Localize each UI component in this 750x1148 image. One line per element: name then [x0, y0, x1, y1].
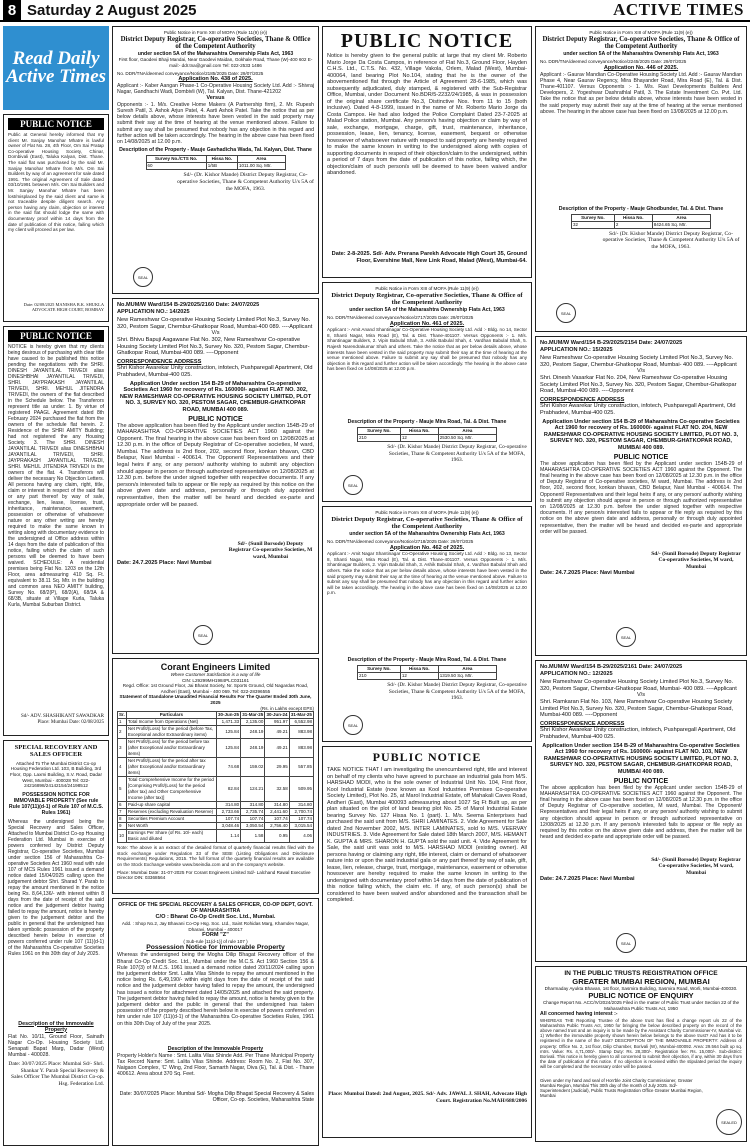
masthead — [0, 0, 750, 22]
recovery-office-address: Attached To The Mumbai District Co-op Housing Federation Ltd. 103, B Building, 3rd Floor, Opp. Laxmi Building, S.V. Road, Dadar West, Mumbai - 400028 Tel: 022-24216898/24142154/24198512 — [9, 760, 102, 789]
application-number: Application No. 446 of 2025. — [603, 64, 679, 71]
table-cell: 2 — [614, 221, 652, 228]
application-number: APPLICATION NO.: 14/2025 — [117, 308, 190, 315]
application-under: Application Under section 154 B-29 of Maharashtra Co-operative Societies Act 1960 for recovery of Rs. 160000/- against FLAT NO. 302, NEW RAMESHWAR CO-OPERATIVE HOUSING SOCIETY LIMITED, PLOT NO. 3, SURVEY NO. 320, PESTOM SAGAR, CHEMBUR-GHATKOPAR ROAD, MUMBAI 400 089. — [119, 380, 312, 413]
office-address: Add. : Shop No.2, Jay Bhavani Co-Op Hsg. Soc. Ltd., Saint Rohidas Marg, Khamdev Nagar, Dharavi, Mumbai - 400017 — [121, 921, 310, 932]
table-header: Survey No./CTS No. — [146, 156, 206, 163]
opponents: Opponents :- 1. M/s. Creative Home Makers (A Partnership firm), 2. Mr. Rupesh Suresh Patil, 3. Ashok Arjun Patel, 4. Aarti Ashok Patel. Take the notice that as per below details above, whose interests have been vested in the said property may submit their say at the time of hearing at the venue mentioned above. Failure to submit any say shall be presumed that nobody has any objection in this regard and further action will be taken accordingly. The hearing in the above case has been fixed on 14/08/2025 at 12.00 p.m. — [117, 101, 314, 145]
table-cell: Total Comprehensive Income for the period [Comprising Profit/(Loss) for the period (after tax) and Other Comprehensive Income (after tax)] — [126, 777, 216, 802]
notice-body: Applicant :- Amit Nagar Shantinagar Co-Operative Housing Society Ltd. Add :- Bldg. no 13, Sector 8, Shanti Nagar, Mira Road (E), Tal. & Dist. Thane-401107. Versus Opponents :- 1. M/s. Shantinagar Builders, 2. Vipin Babulal Shah, 3. Ashik Babulal Shah, 4. Vardhan Babulal Shah and others. Take the notice that as per below details above, whose interests have been vested in the said property may submit their say at the time of hearing at the venue mentioned above. Failure to submit any say shall be presumed that nobody has any objection in this regard and further action will be taken accordingly. The hearing in the above case has been fixed on 14/08/2025 at 12.00 p.m. — [327, 551, 527, 596]
table-cell: 3,015.54 — [289, 823, 313, 830]
act-subtitle: under section 5A of the Maharashtra Ownership Flats Act, 1963 — [349, 530, 505, 537]
table-cell: 314.80 — [265, 802, 289, 809]
opponent: Shri. Ramkaran Flat No. 103, New Rameshwar Co-operative Housing Society Limited Plot No.3, Survey No. 320, Pestom Sagar, Chembur-Ghatkopar Road, Mumbai-400 089. ----Opponent — [540, 698, 734, 719]
table-cell: 557.85 — [289, 758, 313, 777]
table-cell: Securities Premium Account — [126, 816, 216, 823]
table-cell: Reserves (excluding Revaluation Reserve) — [126, 809, 216, 816]
table-cell: 32 — [572, 221, 615, 228]
notice-title: PUBLIC NOTICE — [372, 750, 482, 764]
property-desc-title: Description of the Property - Mauje Ghodbunder, Tal. & Dist. Thane — [558, 205, 724, 212]
table-cell: 125.84 — [216, 726, 240, 739]
table-cell: 1319.50 Sq. Mtr. — [438, 673, 496, 680]
seal-icon: SEAL — [343, 715, 363, 735]
notice-title-investigation — [3, 326, 109, 736]
table-header: 30-Jun-24 — [266, 712, 288, 718]
statement-title: Statement of Standalone Unaudited Financial Results For The Quarter Ended 30th June, 2025 — [119, 694, 312, 705]
property-desc-title: Description of the Immovable Property — [167, 1046, 264, 1053]
results-note: Note: The above is an extract of the detailed format of quarterly financial results filed with the stock exchange under Regulation 33 of the SEBI (Listing Obligations and Disclosure Requirements) Regulations, 2015. The full format of the quarterly financial results are available on the Stock Exchange website www.bseindia.com and on the company's website. — [117, 845, 314, 867]
property-desc: Property Holder's Name : Smt. Lalita Vilas Shinde Add. Per Thane Municipal Property Tax Record Name: Smt. Lalita Vilas Shinde. Address: Room No. 2, Flat No. 307, Naigaon Complex, 'C' Wing, 2nd Floor, Samarth Nagar, Diva (E), Tal. & Dist. - Thane 400612. Area about 370 Sq. Feet. — [117, 1052, 314, 1078]
table-cell: 7 — [118, 809, 127, 816]
public-notice-heading: PUBLIC NOTICE — [188, 415, 243, 423]
table-header: Survey No. — [358, 428, 401, 435]
table-cell: 314.80 — [289, 802, 313, 809]
correspondence-title: CORRESPONDENCE ADDRESS — [540, 720, 625, 727]
application-number: Application No. 438 of 2025. — [178, 76, 253, 83]
application-under: Application Under section 154 B-29 of Maharashtra Co-operative Societies Act 1960 for recovery of Rs. 160000/- against FLAT NO. 103, NEW RAMESHWAR CO-OPERATIVE HOUSING SOCIETY LIMITED, PLOT NO. 3, SURVEY NO. 320, PESTOM SAGAR, CHEMBUR-GHATKOPAR ROAD, MUMBAI 400 089. — [542, 742, 740, 775]
table-row — [118, 758, 314, 777]
column-1 — [3, 26, 109, 1146]
table-cell: 3,048.46 — [216, 823, 240, 830]
table-header: Area — [438, 666, 496, 673]
notice-body: TAKE NOTICE THAT I am investigating the unencumbered right, title and interest on behalf of my clients who have agreed to purchase an industrial gala from M/S. HARSHAD MODI, who is the sole owner of Industrial Unit No. 104, First floor, Kool Industrial Estate (now known as Kool Industries Premises Co-operative Society Limited), Plot No. 25, at Marol Industrial Estate, off Mahakali Caves Road, Andheri (East), Mumbai 400093 admeasuring about 1027 Sq Ft Built up, as per plan situated on the plot of land bearing plot No. 25 of Marol Industrial Estate bearing Survey No. 127 Hissa No. 1 (part). 1. M/s. Seema Enterprises had purchased the said unit from M/S. SHRI LAMINATES. 2. Vide Agreement for Sale dated 2nd November 2002, M/S. INTER LAMINATES, sold to M/S. VEERVAY INDUSTRIES. 3. Vide Agreement for Sale dated 18th March 2007, M/S. HEMANT K. GUPTA & MRS. SHARON H. GUPTA sold the said unit. 4. Vide Agreement for Sale, the said unit was sold to M/S. HARSHAD MODI (existing owner). All persons having or claiming any right, title interest, claim or demand of whatsoever nature into or upon the said industrial gala or any part thereof by way of sale, gift, lease, lien, release, charge, trust, mortgage, maintenance, easement or otherwise howsoever are hereby required to make the same known in writing to the undersigned with documentary proof within 14 days from the date of publication of this notice failing which, the claim etc. if any, of such person(s) shall be considered to have been waived and/or abandoned and the transaction shall be completed. — [327, 767, 527, 903]
company-address: Regd. Office: 1st Ground Floor, Jai Bharat Society, Nr. Sports Ground, Old Nagardas Road, Andheri (East), Mumbai - 400 069. Tel: 022-28396555 — [122, 683, 309, 694]
notice-mofa-461 — [322, 282, 532, 502]
public-notice-heading: PUBLIC NOTICE — [613, 777, 669, 785]
promo-banner: Read Daily Active Times — [3, 26, 109, 110]
table-header: Area — [438, 428, 496, 435]
table-cell: 2,756.40 — [265, 823, 289, 830]
versus: V/s — [211, 330, 220, 337]
office-care-of: C/O : Bharat Co-Op Credit Soc. Ltd., Mumbai. — [155, 914, 276, 921]
table-cell: 4.06 — [289, 830, 313, 843]
table-cell: 5 — [118, 777, 127, 802]
applicant: New Rameshwar Co-operative Housing Society Limited Plot No.3, Survey No. 320, Pestom Sagar, Chembur-Ghatkopar Road, Mumbai- 400 089. ----Applicant — [540, 355, 737, 368]
table-cell: 107.74 — [265, 816, 289, 823]
correspondence-address: Shri Kishor Awarekar Unity construction, infotech, Pushparegall Apartment, Old Prabhadevi, Mumbai-400 025. — [540, 727, 736, 740]
table-cell: 60 — [146, 163, 206, 170]
table-header: Particulars — [126, 712, 216, 719]
seal-icon: SEAL — [616, 933, 636, 953]
notice-signature: Sd/- (Sunil Borsode) Deputy Registrar Co-operative Societies, M ward, Mumbai — [228, 540, 313, 560]
notice-corant-results — [112, 658, 319, 894]
table-cell: 951.97 — [265, 719, 289, 726]
application-number: APPLICATION NO.: 12/2025 — [540, 670, 613, 677]
office-title: OFFICE OF THE SPECIAL RECOVERY & SALES OFFICER, CO-OP DEPT, GOVT. OF MAHARASHTRA — [118, 902, 313, 915]
table-cell: 1.58 — [241, 830, 265, 843]
notice-date-place: Date: 24.7.2025 Place: Navi Mumbai — [540, 876, 635, 882]
applicant: Applicant :- Kaber Aangan Phase-1 Co-Operative Housing Society Ltd. Add :- Shivraj Nagar, Gandhachi Wadi, Dombivli (W), Tal. Kalyan, Dist. Thane-421202 — [117, 82, 314, 95]
notice-body: Notice is hereby given to the general public at large that my client Mr. Roberto Mario Jorge Da Costa Campos, in reference of Flat No.3, Ground Floor, Hayden C.H.S. Ltd., C.T.S. No. 432, Village Vakola, Orlem, Malad (West), Mumbai-400064, land bearing Plot No.104, stating that he is the owner of the abovementioned flat through the Article of Agreement 28-6-1985, which was subsequently adjudicated, duly stamped, & registered with the Sub-Registrar Office, Mumbai, under Document No.BDR/5-2232/24/1985, & was in possession of the original share certificate No.3, Distinctive Nos. from 11 to 15 (both inclusive). Dated 4-8-1999, issued in the name of Mr. Roberto Mario Jorge da Costa Campos. He had also lodged the Police Complaint Dated 23-7-2025 at Malad Police station, Mumbai. Any person/s having objection or claim by way of sale, exchange, mortgage, charge, gift, trust, maintenance, inheritance, possession, lease, lien, tenancy, license, easement, bequest or otherwise howsoever of whatsoever nature with respect to said property are hereby required to make the same known in writing to the undersigned along with copies of supporting documents in respect of their objection/claim to the undersigned, within a period of 7 days from the date of publication of this notice, failing which, the objection/claim of such person/s will be deemed to have been waived and/or abandoned. — [327, 53, 527, 176]
seal-icon: SEALED — [716, 1109, 742, 1135]
table-cell: 0.95 — [265, 830, 289, 843]
trust-region: GREATER MUMBAI REGION, MUMBAI — [572, 976, 710, 986]
table-cell: 1011.00 Sq. Mtr. — [238, 163, 286, 170]
table-cell: Total Income from Operations (Net) — [126, 719, 216, 726]
office-address: First floor, Gaodevi Bhaji Mandai, Near Gaodevi Maidan, Gokhale Road, Thane (W)-400 602 E-mail:- ddr.tna@gmail.com Tel: 022-2533 1486 — [118, 57, 313, 68]
table-cell: 8424.65 Sq. Mtr. — [652, 221, 710, 228]
table-header: Hissa No. — [400, 428, 438, 435]
property-desc: Flat No. 10/11, Ground Floor, Sainath Nagar Co-Op. Housing Society Ltd. Senapati Bapat Marg, Dadar (West) Mumbai - 400028. — [8, 1033, 104, 1059]
notice-signature: Sd/- (Dr. Kishor Mande) District Deputy Registrar, Co-operative Societies, Thane & Competent Authority U/s 5A of the MOFA, 1963. — [387, 682, 527, 702]
seal-icon: SEAL — [193, 625, 213, 645]
notice-date-place: Date: 24.7.2025 Place: Navi Mumbai — [540, 570, 635, 576]
table-cell: 8 — [118, 816, 127, 823]
notice-number: No. DDR/TNA/deemed conveyance/Notice/2245/2025 Date: 29/07/2025 — [540, 59, 687, 65]
seal-icon: SEAL — [133, 267, 153, 287]
notice-reference: No.MUM/W Ward/154 B-29/2025/2160 Date: 24/07/2025 — [117, 302, 260, 308]
page-number: 8 — [3, 0, 21, 20]
table-cell: 1 — [118, 719, 127, 726]
notice-body: Public at General hereby informed that my client Mr. Sanjay Manohar Mhatre is lawful owner of Flat No. 28, 4th Floor, Om Sai Pratap Co-operative Housing Society, Chinar, Dombivali (East), Taluka Kalyan, Dist. Thane. The said flat was purchased by the said Mr. Sanjay Manohar Mhatre from M/s. Om Sai Builders by way of an agreement for sale dated 1991. The original Agreement of Sale dated 03/10/1991 between M/s. Om Sai Builders and Mr. Sanjay Manohar Mhatre has been lost/misplaced by the said client and same is not traceable despite diligent search. Any person having any claim, objection or interest in the said flat should lodge the same with documentary proof within 14 days from the date of publication of this notice, failing which my client will proceed as per law. — [8, 132, 104, 233]
notice-body: The above application has been filed by the Applicant under section 154B-29 of MAHARASHTRA CO-OPERATIVE SOCIETIES ACT 1960 against the Opponent. The final hearing in the above case has been fixed on 12/08/2025 at 12.30 p.m. in the office of Deputy Registrar of Co-operative societies, M ward, Mumbai. The address is 2nd floor, 202, second floor, konkan bhavan, CBD Belapur, Navi Mumbai - 400614. The Opponent/ Representatives and their legal heirs if any, or any person/ authority wishing to submit any objection should appear in person or through authorized representative on 12/08/2025 at 12.30 p.m. before the under signed together with respective documents. If any person/s interested fails to appear or file reply as required by this notice on the above given date and address, personally or through duly appointed representative, then the matter will be heard and decided ex-parte and appropriate order will be passed. — [540, 460, 742, 535]
correspondence-title: CORRESPONDENCE ADDRESS — [540, 396, 625, 403]
table-header: Survey No. — [572, 214, 615, 221]
notice-signature: Sd/- (Dr. Kishor Mande) District Deputy Registrar, Co-operative Societies, Thane & Competent Authority U/s 5A of the MOFA, 1963. — [602, 230, 740, 250]
table-cell: 509.95 — [289, 777, 313, 802]
notice-number: No. DDR/TNA/deemed conveyance/Notice/2718/2025 Date: 29/07/2025 — [327, 538, 474, 544]
table-cell: 2530.50 Sq. Mtr. — [438, 435, 496, 442]
table-cell: 210 — [358, 673, 401, 680]
table-header: Hissa No. — [400, 666, 438, 673]
correspondence-title: CORRESPONDENCE ADDRESS — [117, 358, 202, 365]
table-cell: 29.95 — [265, 758, 289, 777]
table-cell: Net Profit/(Loss) for the period (before Tax, Exceptional and/or Extraordinary items) — [126, 726, 216, 739]
form-rule: ( Sub-rule [11(d-1)] of rule 107 ) — [183, 938, 248, 944]
versus: Versus — [206, 95, 225, 102]
property-desc-title: Description of the Property - Mauje Mira Road, Tal. & Dist. Thane — [347, 657, 507, 664]
notice-signature: Sd/- (Dr. Kishor Mande) District Deputy Registrar, Co-operative Societies, Thane & Competent Authority U/s 5A of the MOFA, 1963. — [177, 172, 314, 192]
table-row — [118, 739, 314, 758]
form-head: Public Notice in Form XIII of MOFA (Rule 11(9) (e)) — [163, 30, 268, 35]
table-header: 31-Mar-25 — [242, 712, 264, 718]
opponent: Shri. Bhivu Bapuji Aagawane Flat No. 302, New Rameshwar Co-operative Housing Society Limited Plot No.3, Survey No. 320, Pestom Sagar, Chembur-Ghatkopar Road, Mumbai-400 089. ----Opponent — [117, 336, 310, 357]
notice-body: Applicant :- Gaurav Mandian Co-Operative Housing Society Ltd. Add :- Gaurav Mandian Phase 4, Near Gaurav Regency, Mira Bhayander Road, Mira Road (E), Tal. & Dist. Thane-401107. Versus Opponents :- 1. M/s. Ravi Developments Builders And Developers, 2. Yogeshwar Dashrathlal Patil, 3. The Estate Investment Co. Pvt. Ltd. Take the notice that as per below details above, whose interests have been vested in the said property may submit their say at the time of hearing at the venue mentioned above. The hearing in the above case has been fixed on 13/08/2025 at 12.00 p.m. — [540, 71, 742, 115]
table-cell: 107.74 — [289, 816, 313, 823]
table-cell: 10 — [118, 830, 127, 843]
table-cell: 1,471.33 — [216, 719, 240, 726]
correspondence-address: Shri Kishor Awarekar Unity construction, infotech, Pushparegall Apartment, Old Prabhadevi, Mumbai-400 025. — [540, 403, 736, 416]
table-cell: Net Profit/(Loss) for the period before tax (after Exceptional and/or Extraordinary items) — [126, 739, 216, 758]
property-table — [357, 427, 497, 442]
table-cell: 107.74 — [241, 816, 265, 823]
table-cell: 107.74 — [216, 816, 240, 823]
table-cell: 49.21 — [265, 726, 289, 739]
applicant: New Rameshwar Co-operative Housing Society Limited Plot No.3, Survey No. 320, Pestom Sagar, Chembur-Ghatkopar Road, Mumbai- 400 089. ----Applicant — [540, 679, 737, 692]
notice-signature: Date: 2-8-2025. Sd/- Adv. Prerana Parekh Advocate High Court 35, Ground Floor, Evershine Mall, New Link Road, Malad (West), Mumbai-64. — [331, 251, 527, 264]
column-4 — [535, 26, 747, 1146]
form-head: Public Notice in Form XIII of MOFA (Rule 11(9) (e)) — [375, 510, 479, 515]
table-cell: 9 — [118, 823, 127, 830]
seal-icon: SEAL — [343, 475, 363, 495]
notice-special-recovery — [3, 740, 109, 1146]
column-3 — [322, 26, 532, 1146]
results-table — [117, 711, 314, 843]
table-cell: 314.80 — [241, 802, 265, 809]
notice-signature: Sd/- (Sunil Borsode) Deputy Registrar Co-operative Societies, M ward, Mumbai — [651, 550, 741, 570]
table-header: 31-Mar-25 — [290, 712, 312, 718]
notice-signature: Sd/- (Dr. Kishor Mande) District Deputy Registrar, Co-operative Societies, Thane & Competent Authority U/s 5A of the MOFA, 1963. — [387, 444, 527, 464]
notice-body: Whereas the undersigned being the Mogha Dilip Bhagat Recovery officer of the Bharat Co-Op Credit Soc. Ltd., Mumbai under the M.C.S. Act 1960 Section 156 & Rule 107(3) of M.C.S. 1961 issued a demand notice dated 20/11/2024 calling upon the judgement debtor Smt. Lalita Vilas Shinde to repay the amount mentioned in the notice being Rs. 6,49,190/- within eight days from the date of receipt of the said notice and the judgement debtor having failed to repay the amount, the undersigned has issued a notice for attachment dated 14/05/2025 and attached the said property. The judgement debtor having failed to repay the amount, notice is hereby given to the judgement debtor and the public in general that the undersigned has taken possession of the property described herein below in exercise of powers conferred on him under rule 107 (11)(d-1) of the Maharashtra Co-operative Societies Rules, 1961 on this 30th Day of July of the year 2025. — [117, 952, 314, 1027]
notice-mofa-446 — [535, 26, 747, 332]
notice-mofa-462 — [322, 506, 532, 742]
table-cell: 2,735.74 — [241, 809, 265, 816]
versus: V/s — [636, 368, 646, 375]
table-cell: 12 — [400, 435, 438, 442]
table-row — [118, 809, 314, 816]
notice-signature: Date: 30/07/2025 Place: Mumbai Sd/- Mogha Dilip Bhagat Special Recovery & Sales Officer, Co-op. Societies, Maharashtra State — [119, 1090, 314, 1103]
notice-signature: Date: 02/08/2025 MANISHA B.K. SHUKLA ADVOCATE HIGH COURT, BOMBAY — [23, 302, 104, 313]
notice-body: WHEREAS THE Reporting Trustee of the above trust has filed a change report u/s 22 of the Maharashtra Public Trusts Act, 1950 for bringing the below described property on the record of the above named trust and an inquiry is to be made by the Assistant Charity Commissioner-IV, Mumbai viz. 1) Whether the immovable property shown herein below belongs to the above trust? And has it to be registered in the name of the trust? DESCRIPTION OF THE IMMOVABLE PROPERTY: Address of property: Office No. 2, 1st floor, Dilip Chamber, Borivali (W), Mumbai-400092. Area: 29.564 built up sq. mtrs. Value: Rs. 4,71,000/-. Stamp Duty: Rs. 28,300/-. Registration fee: Rs. 15,000/-. Sub-district: Borivali. This notice is hereby given to all concerned to submit their objection, if any, within 30 days from the date of publication of this notice. If no objection is received within the stipulated period the inquiry will be completed and the necessary order will be passed. — [540, 1017, 742, 1070]
notice-mofa-438 — [112, 26, 319, 294]
notice-reference: No.MUM/W Ward/154 B-29/2025/2161 Date: 24/07/2025 — [540, 664, 683, 670]
notice-body: Whereas the undersigned being the Special Recovery and Sales Officer, Attached to Mumbai District Co-op Housing Federation Ltd. Mumbai in exercise of powers conferred by District Deputy Registrar, Co-operative Societies, Mumbai under section 156 of Maharashtra Co-operative Societies Act 1960 read with rule 107 of MCS Rules 1961 issued a demand notice dated 15/04/2025 calling upon the judgement debtor Shri. Sharad Y. Parab to repay the amount mentioned in the notice being Rs. 8,64,136/- with interest within 8 days from the date of receipt of the said notice and the judgement debtor having failed to repay the amount, notice is hereby given to the judgement debtor and the public in general that the undersigned has taken symbolic possession of the property described herein below in exercise of powers conferred under rule 107 (11)(d-1) of the Maharashtra Co-operative Societies Rules 1961 on this 30th day of July 2025. — [8, 818, 104, 957]
issue-date: Saturday 2 August 2025 — [27, 1, 197, 19]
table-cell: 6 — [118, 802, 127, 809]
table-cell: 6,552.98 — [289, 719, 313, 726]
notice-lost-share-certificate — [322, 26, 532, 278]
seal-icon: SEAL — [556, 303, 576, 323]
table-row — [118, 719, 314, 726]
registrar-title: District Deputy Registrar, Co-operative Societies, Thane & Office of the Competent Authority — [331, 515, 523, 531]
table-cell: 32.58 — [265, 777, 289, 802]
notice-body: The above application has been filed by the Applicant under section 154B-29 of MAHARASHTRA CO-OPERATIVE SOCIETIES ACT 1960 against the Opponent. The final hearing in the above case has been fixed on 12/08/2025 at 12.30 p.m. in the office of Deputy Registrar of Co-operative societies, M ward, Mumbai. The Opponent/ Representatives and their legal heirs if any, or any person/ authority wishing to submit any objection should appear in person or through authorized representative on 12/08/2025 at 12.30 p.m. If any person/s interested fails to appear or file reply as required by this notice on the above given date and address, then the matter will be heard and decided ex-parte and appropriate order will be passed. — [540, 784, 742, 841]
table-cell: 314.80 — [216, 802, 240, 809]
recovery-office-title: SPECIAL RECOVERY AND SALES OFFICER — [14, 744, 98, 759]
versus: V/s — [636, 692, 646, 699]
correspondence-address: Shri Kishor Awarekar Unity construction, infotech, Pushparegall Apartment, Old Prabhadevi, Mumbai-400 025. — [117, 365, 313, 378]
form-head: Public Notice in Form XIII of MOFA (Rule 11(9) (e)) — [589, 30, 693, 35]
notice-signature: Sd/- (Sunil Borsode) Deputy Registrar Co-operative Societies, M ward, Mumbai — [651, 856, 741, 876]
table-header: Hissa No. — [614, 214, 652, 221]
notice-body: NOTICE is hereby given that my clients being desirous of purchasing with clear title have caused to be published this notice pending the negotiations with the SHRI. DINESH JAYANTILAL TRIVEDI alias DINESHBHAI JAYANTILAL TRIVEDI, SHRI. JAYPRAKASH JAYANTILAL TRIVEDI, SHRI. MEHUL JITENDRA TRIVEDI, the owners of the flat described in the Schedule below. The Transferors represent title as under: 1. By virtue of registered PAAGL Agreement dated 8th February 2024 purchased the flat from the owners of the schedule flat herein. 2. Residence of the SHRI AMITY Building; had not registered the any Housing Society. 3. The SHRI. DINESH JAYANTILAL TRIVEDI alias DINESHBHAI JAYANTILAL TRIVEDI, SHRI. JAYPRAKASH JAYANTILAL TRIVEDI, SHRI. MEHUL JITENDRA TRIVEDI is the owners of the flat. 4. Transferors will deliver the necessary No Objection Letters. All persons having any claim, right, title, claim or interest in respect of the said flat or any part thereof by way of sale, exchange, lien, lease, license, trust, inheritance, maintenance, easement, possession or otherwise of whatsoever nature or any other writing are hereby required to make the same known in writing along with documentary evidence to the undersigned at Office address within 14 days from the date of publication of this notice, failing which the claim of such persons will be deemed to have been waived. SCHEDULE: A residential premises being Flat No. 1203 on the 12th Floor, area admeasuring 410 Sq. Ft. equivalent to 38.11 Sq. Mtr. in the building and common area NEO AMITY building, Survey No. 68/2(P), 68/2(A), 68/3A & 68/3B, situate at Village Kurla, Taluka Kurla, Mumbai Suburban District. — [8, 344, 104, 608]
act-subtitle: under section 5A of the Maharashtra Ownership Flats Act, 1963 — [563, 51, 719, 58]
possession-notice-title: POSSESSION NOTICE FOR IMMOVABLE PROPERTY (See rule Rule 107(11)(d-1) of Rule 107 of M.C.S. Rules 1961) — [8, 791, 104, 817]
property-table — [571, 214, 711, 229]
table-row — [118, 830, 314, 843]
table-cell: 4 — [118, 758, 127, 777]
table-header: Area — [652, 214, 710, 221]
table-cell: 124.21 — [241, 777, 265, 802]
application-number: APPLICATION NO.: 15/2025 — [540, 346, 613, 353]
column-2 — [112, 26, 319, 1146]
results-signature: Place: Mumbai Date: 31-07-2025 For Corant Engineers Limited Sd/- Lalchand Rawal Executive Director DIN: 03368564 — [117, 869, 311, 881]
notice-signature: Given under my hand and seal of Hon'ble Joint Charity Commissioner, Greater Mumbai Region, Mumbai This 30th day of the month of July 2025. Sd/- Superintendent (Judicial), Public Trusts Registration Office Greater Mumbai Region, Mumbai — [540, 1077, 703, 1099]
notice-body: Applicant :- Amit Anand Shantinagar Co-Operative Housing Society Ltd. Add :- Bldg. no 14, Sector 8, Shanti Nagar, Mira Road (E), Tal. & Dist. Thane-401107. Versus Opponents :- 1. M/s. Shantinagar Builders, 2. Vipin Babulal Shah, 3. Ashik Babulal Shah, 4. Vardhan Babulal Shah, 5. Rajesh Narendrakumar Shah and others. Take the notice that as per below details above, whose interests have been vested in the said property may submit their say at the time of hearing at the venue mentioned above. Failure to submit any say shall be presumed that nobody has any objection in this regard and further action will be taken accordingly. The hearing in the above case has been fixed on 14/08/2025 at 12.00 p.m. — [327, 327, 527, 372]
notice-number: No. DDR/TNA/deemed conveyance/Notice/2717/2025 Date: 29/07/2025 — [327, 314, 474, 320]
form-head: Public Notice in Form XIII of MOFA (Rule 11(9) (e)) — [375, 286, 479, 291]
notice-reference: No.MUM/W Ward/154 B-29/2025/2154 Date: 24/07/2025 — [540, 340, 683, 346]
table-cell: 49.21 — [265, 739, 289, 758]
act-subtitle: under section 5A of the Maharashtra Ownership Flats Act, 1963 — [349, 306, 505, 313]
notice-signature: Sd/- ADV. SHASHIKANT SAWADKAR Place: Mumbai Date: 02/08/2025 — [20, 714, 104, 725]
table-row — [118, 726, 314, 739]
notice-title: PUBLIC NOTICE — [340, 30, 514, 52]
table-cell: 159.02 — [241, 758, 265, 777]
table-cell: 12 — [400, 673, 438, 680]
company-name: Corant Engineers Limited — [160, 662, 271, 672]
applicant: New Rameshwar Co-operative Housing Society Limited Plot No.3, Survey No. 320, Pestom Sagar, Chembur-Ghatkopar Road, Mumbai-400 089. ----Applicant — [117, 317, 313, 330]
notice-recovery-12 — [535, 660, 747, 962]
table-cell: 2,700.74 — [289, 809, 313, 816]
notice-date-place: Date: 24.7.2025 Place: Navi Mumbai — [117, 560, 212, 566]
table-cell: 1.14 — [216, 830, 240, 843]
notice-public-trust — [535, 966, 747, 1142]
table-cell: Paid-up share capital — [126, 802, 216, 809]
table-cell: 74.68 — [216, 758, 240, 777]
table-header: Hissa No. — [206, 156, 237, 163]
registrar-title: District Deputy Registrar, Co-operative Societies, Thane & Office of the Competent Authority — [542, 35, 740, 51]
table-header: 30-Jun-25 — [217, 712, 239, 718]
enquiry-heading: PUBLIC NOTICE OF ENQUIRY — [588, 990, 694, 1000]
paper-name: ACTIVE TIMES — [613, 0, 744, 19]
registrar-title: District Deputy Registrar, Co-operative Societies, Thane & Office of the Competent Authority — [331, 291, 523, 307]
table-cell: Net Profit/(Loss) for the period after tax (after Exceptional and/or Extraordinary items) — [126, 758, 216, 777]
table-header: Area — [238, 156, 286, 163]
notice-title: PUBLIC NOTICE — [8, 118, 104, 130]
table-header: Survey No. — [358, 666, 401, 673]
change-report: Change Report No. ACC/IV/2024/2025 Filed in the matter of Public Trust under Section 22 of the Maharashtra Public Trusts Act, 1950 — [542, 1000, 740, 1011]
table-cell: 883.98 — [289, 726, 313, 739]
notice-recovery-14 — [112, 298, 319, 654]
notice-signature: Place: Mumbai Dated: 2nd August, 2025. Sd/- Adv. JAWAL J. SHAH, Advocate High Court. Registration No.MAH/688/2006 — [328, 1091, 527, 1104]
property-table — [357, 665, 497, 680]
trust-office-title: IN THE PUBLIC TRUSTS REGISTRATION OFFICE — [564, 970, 718, 977]
table-row — [118, 823, 314, 830]
table-cell: 2,733.66 — [216, 809, 240, 816]
table-row — [118, 816, 314, 823]
notice-lost-agreement — [3, 114, 109, 322]
table-row — [118, 777, 314, 802]
possession-title: Possession Notice for Immovable Property — [146, 944, 285, 952]
table-cell: 1/5B — [206, 163, 237, 170]
notice-title: PUBLIC NOTICE — [8, 330, 104, 342]
form-label: FORM "Z" — [202, 932, 229, 939]
property-desc-title: Description of the Immovable Property — [18, 1020, 94, 1033]
table-cell: Earnings Per Share (of Rs. 10/- each) Basic and diluted — [126, 830, 216, 843]
concerned-heading: All concerned having interest :- — [540, 1011, 618, 1018]
table-cell: 210 — [358, 435, 401, 442]
statement-unit: (Rs. in Lakhs except EPS) — [260, 705, 314, 711]
act-subtitle: under section 5A of the Maharashtra Ownership Flats Act, 1963 — [137, 51, 294, 58]
table-cell: 3,050.54 — [241, 823, 265, 830]
table-cell: 3 — [118, 739, 127, 758]
table-cell: 2,135.00 — [241, 719, 265, 726]
property-table — [146, 155, 286, 170]
table-header: Sr. — [119, 712, 125, 718]
table-cell: 883.98 — [289, 739, 313, 758]
table-cell: 2,441.60 — [265, 809, 289, 816]
table-cell: 248.19 — [241, 739, 265, 758]
property-desc-title: Description of the Property - Mauje Gavhadicha Wada, Tal. Kalyan, Dist. Thane — [119, 147, 312, 154]
notice-signature: Date: 30/07/2025 Place: Mumbai Sd/- Shri. Shankar Y. Parab Special Recovery & Sales Officer The Mumbai District Co-op. Hsg. Federation Ltd. — [8, 1061, 104, 1087]
public-notice-heading: PUBLIC NOTICE — [613, 453, 669, 461]
table-cell: Net Worth — [126, 823, 216, 830]
notice-number: No. DDR/TNA/deemed conveyance/Notice/2185/2025 Date: 29/07/2025 — [117, 70, 264, 76]
company-tagline: Where Customer Satisfaction is a way of life — [170, 672, 261, 677]
opponent: Shri. Dinesh Vasarkar Flat No. 204, New Rameshwar Co-operative Housing Society Limited Plot No.3, Survey No. 320, Pestom Sagar, Chembur-Ghatkopar Road, Mumbai-400 089. ----Opponent — [540, 374, 737, 395]
table-cell: 248.19 — [241, 726, 265, 739]
notice-possession-immovable — [112, 898, 319, 1146]
table-cell: 2 — [118, 726, 127, 739]
table-row — [118, 802, 314, 809]
notice-body: The above application has been filed by the Applicant under section 154B-29 of MAHARASHTRA CO-OPERATIVE SOCIETIES ACT 1960 against the Opponent. The final hearing in the above case has been fixed on 12/08/2025 at 12.30 p.m. in the office of Deputy Registrar of Co-operative societies, M ward, Mumbai. The address is 2nd floor, 202, second floor, konkan bhavan, CBD Belapur, Navi Mumbai - 400614. The Opponent/ Representatives and their legal heirs if any, or any person/ authority wishing to submit any objection should appear in person or through authorized representative on 12/08/2025 at 12.30 p.m. before the under signed together with respective documents. If any person/s interested fails to appear or file reply as required by this notice on the above given date and address, personally or through duly appointed representative, then the matter will be heard and decided ex-parte and appropriate order will be passed. — [117, 422, 314, 508]
application-number: Application No. 461 of 2025. — [389, 320, 465, 327]
application-number: Application No. 462 of 2025. — [389, 544, 465, 551]
company-cin: CIN: L29299MH1984PLC031161 — [181, 677, 250, 683]
application-under: Application Under section 154 B-29 of Maharashtra Co-operative Societies Act 1960 for recovery of Rs. 160000/- against FLAT NO. 204, NEW RAMESHWAR CO-OPERATIVE HOUSING SOCIETY LIMITED, PLOT NO. 3, SURVEY NO. 320, PESTOM SAGAR, CHEMBUR-GHATKOPAR ROAD, MUMBAI 400 089. — [542, 418, 740, 451]
table-cell: 82.84 — [216, 777, 240, 802]
seal-icon: SEAL — [616, 627, 636, 647]
trust-address: Dharmaday Ayukta Bhavan, 1st floor, Sasmira Building, Sasmira Road, Worli, Mumbai-400030. — [544, 986, 738, 992]
property-desc-title: Description of the Property - Mauje Mira Road, Tal. & Dist. Thane — [347, 419, 507, 426]
registrar-title: District Deputy Registrar, Co-operative Societies, Thane & Office of the Competent Authority — [120, 35, 311, 51]
notice-recovery-15 — [535, 336, 747, 656]
notice-industrial-gala — [322, 746, 532, 1138]
table-cell: 125.84 — [216, 739, 240, 758]
